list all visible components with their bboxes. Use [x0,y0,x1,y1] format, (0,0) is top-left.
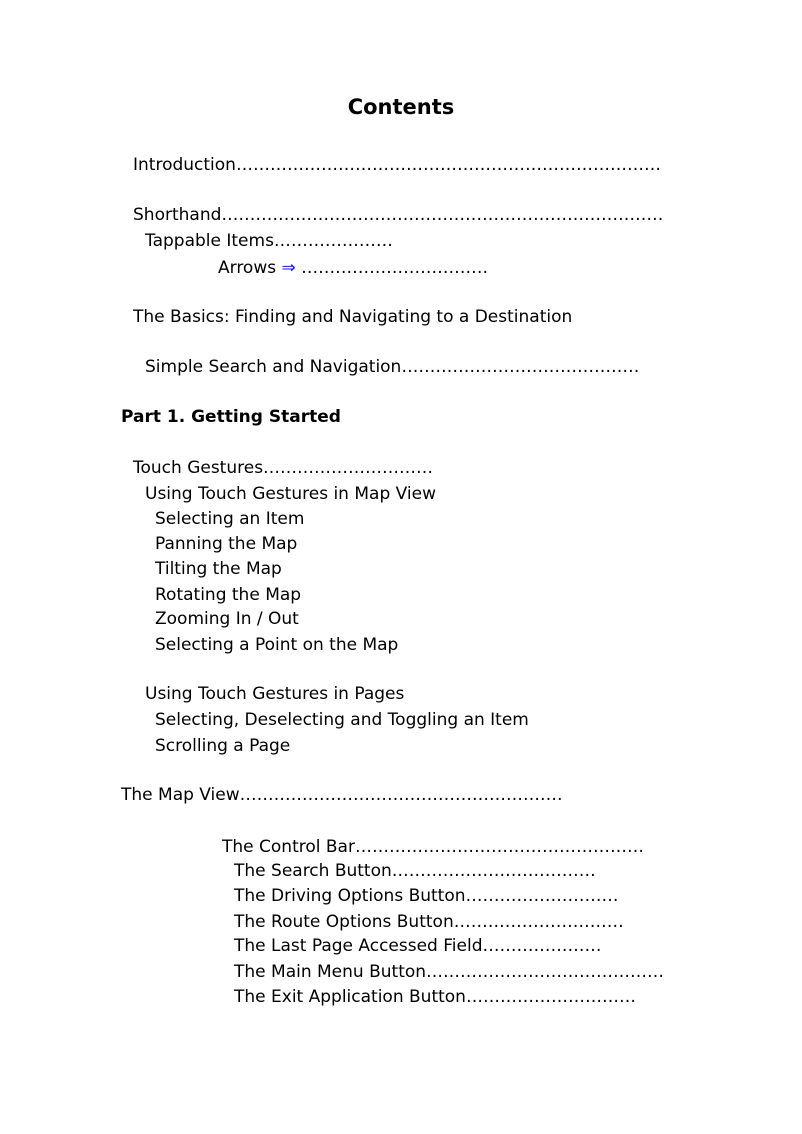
toc-entry-search-button[interactable]: The Search Button……………………………… [234,861,596,881]
toc-entry-last-page[interactable]: The Last Page Accessed Field………………… [234,936,602,956]
toc-entry-zooming[interactable]: Zooming In / Out [155,609,299,629]
toc-entry-driving-options[interactable]: The Driving Options Button……………………… [234,886,619,906]
page-title: Contents [347,95,455,119]
toc-entry-tilting-map[interactable]: Tilting the Map [155,559,282,579]
toc-entry-exit-app[interactable]: The Exit Application Button………………………… [234,987,636,1007]
toc-entry-selecting-item[interactable]: Selecting an Item [155,509,305,529]
toc-entry-introduction[interactable]: Introduction………………………………………………………………… [133,155,661,175]
toc-entry-map-view[interactable]: The Map View………………………………………………… [121,785,563,805]
toc-entry-touch-pages[interactable]: Using Touch Gestures in Pages [145,684,405,704]
toc-entry-panning-map[interactable]: Panning the Map [155,534,298,554]
toc-entry-simple-search[interactable]: Simple Search and Navigation…………………………………… [145,357,640,377]
toc-entry-touch-gestures[interactable]: Touch Gestures………………………… [133,458,434,478]
toc-entry-rotating-map[interactable]: Rotating the Map [155,585,302,605]
arrows-label: Arrows [218,258,277,278]
arrows-leader: …………………………… [295,258,489,278]
right-arrow-icon: ⇒ [281,258,296,278]
toc-entry-tappable-items[interactable]: Tappable Items………………… [145,231,393,251]
toc-entry-control-bar[interactable]: The Control Bar…………………………………………… [222,837,644,857]
toc-entry-route-options[interactable]: The Route Options Button………………………… [234,912,624,932]
toc-entry-shorthand[interactable]: Shorthand…………………………………………………………………… [133,205,664,225]
toc-part-heading: Part 1. Getting Started [121,407,341,427]
toc-entry-arrows[interactable] [218,258,488,278]
toc-entry-selecting-toggling[interactable]: Selecting, Deselecting and Toggling an Item [155,710,529,730]
toc-entry-scrolling-page[interactable]: Scrolling a Page [155,736,291,756]
toc-entry-selecting-point[interactable]: Selecting a Point on the Map [155,635,399,655]
toc-entry-touch-map-view[interactable]: Using Touch Gestures in Map View [145,484,436,504]
toc-entry-the-basics[interactable]: The Basics: Finding and Navigating to a Destination [133,307,573,327]
toc-entry-main-menu[interactable]: The Main Menu Button…………………………………… [234,962,665,982]
